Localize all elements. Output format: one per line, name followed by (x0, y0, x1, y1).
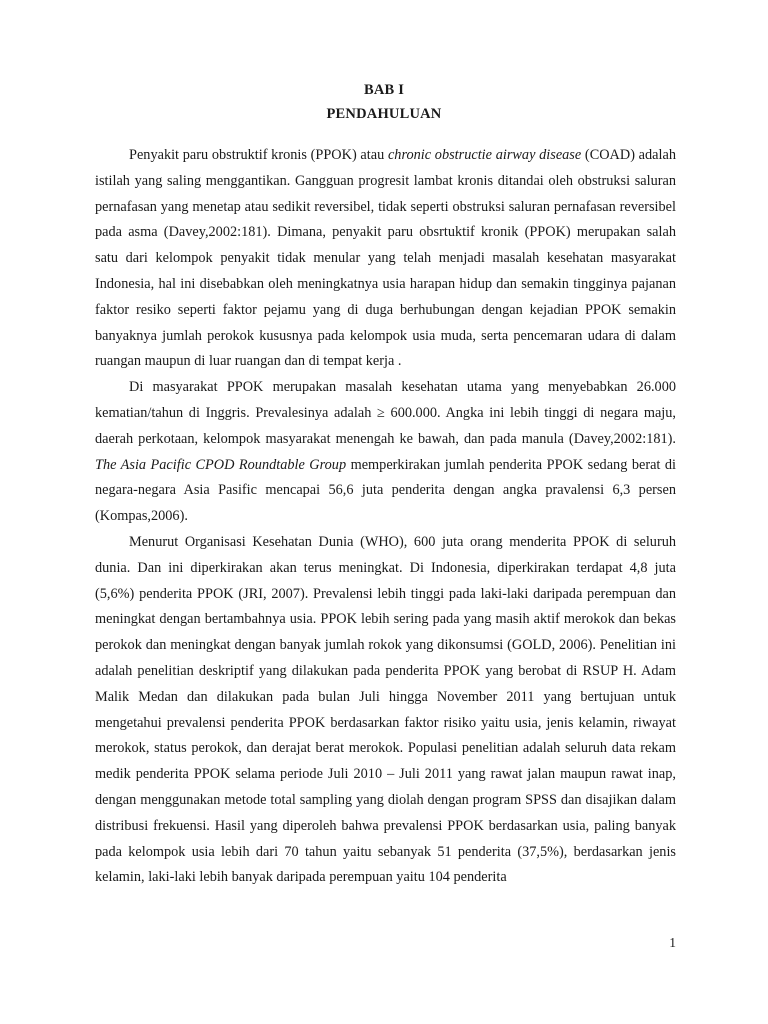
paragraph-1 (95, 143, 676, 375)
paragraph-1-text-b: (COAD) adalah istilah yang saling menggantikan. Gangguan progresit lambat kronis ditandai oleh obstruksi saluran pernafasan yang menetap atau sedikit reversibel, tidak seperti obstruksi saluran pernafasan reversibel pada asma (Davey,2002:181). Dimana, penyakit paru obsrtuktif kronik (PPOK) merupakan salah satu dari kelompok penyakit tidak menular yang telah menjadi masalah kesehatan masyarakat Indonesia, hal ini disebabkan oleh meningkatnya usia harapan hidup dan semakin tingginya pajanan faktor resiko seperti faktor pejamu yang di duga berhubungan dengan kejadian PPOK semakin banyaknya jumlah perokok kususnya pada kelompok usia muda, serta pencemaran udara di dalam ruangan maupun di luar ruangan dan di tempat kerja . (95, 147, 676, 370)
paragraph-1-italic-term: chronic obstructie airway disease (387, 147, 582, 163)
chapter-title: PENDAHULUAN (326, 106, 442, 122)
paragraph-3 (95, 530, 676, 891)
paragraph-3-text-a: Menurut Organisasi Kesehatan Dunia (WHO), 600 juta orang menderita PPOK di seluruh dunia. Dan ini diperkirakan akan terus meningkat. Di Indonesia, diperkirakan terdapat 4,8 juta (5,6%) penderita PPOK (JRI, 2007). Prevalensi lebih tinggi pada laki-laki daripada perempuan dan meningkat dengan bertambahnya usia. PPOK lebih sering pada yang masih aktif merokok dan bekas perokok dan meningkat dengan banyak jumlah rokok yang dikonsumsi (GOLD, 2006). Penelitian ini adalah penelitian deskriptif yang dilakukan pada penderita PPOK yang berobat di RSUP H. Adam Malik Medan dan dilakukan pada bulan Juli hingga November 2011 yang bertujuan untuk mengetahui prevalensi penderita PPOK berdasarkan faktor risiko yaitu usia, jenis kelamin, riwayat merokok, status perokok, dan derajat berat merokok. Populasi penelitian adalah seluruh data rekam medik penderita PPOK selama periode Juli 2010 – Juli 2011 yang rawat jalan maupun rawat inap, dengan menggunakan metode total sampling yang diolah dengan program SPSS dan disajikan dalam distribusi frekuensi. Hasil yang diperoleh bahwa prevalensi PPOK berdasarkan usia, paling banyak pada kelompok usia lebih dari 70 tahun yaitu sebanyak 51 penderita (37,5%), berdasarkan jenis kelamin, laki-laki lebih banyak daripada perempuan yaitu 104 penderita (95, 533, 676, 886)
body-text (95, 143, 676, 891)
paragraph-2-italic-term: The Asia Pacific CPOD Roundtable Group (95, 456, 347, 473)
chapter-number: BAB I (363, 82, 405, 98)
paragraph-2-text-b: memperkirakan jumlah penderita PPOK sedang berat di negara-negara Asia Pasific mencapai 56,6 juta penderita dengan angka pravalensi 6,3 persen (Kompas,2006). (95, 456, 676, 525)
paragraph-1-text-a: Penyakit paru obstruktif kronis (PPOK) atau (129, 147, 388, 163)
paragraph-2 (95, 375, 676, 530)
paragraph-2-text-a: Di masyarakat PPOK merupakan masalah kesehatan utama yang menyebabkan 26.000 kematian/tahun di Inggris. Prevalesinya adalah ≥ 600.000. Angka ini lebih tinggi di negara maju, daerah perkotaan, kelompok masyarakat menengah ke bawah, dan pada manula (Davey,2002:181). (95, 379, 676, 447)
page-number: 1 (669, 935, 676, 950)
